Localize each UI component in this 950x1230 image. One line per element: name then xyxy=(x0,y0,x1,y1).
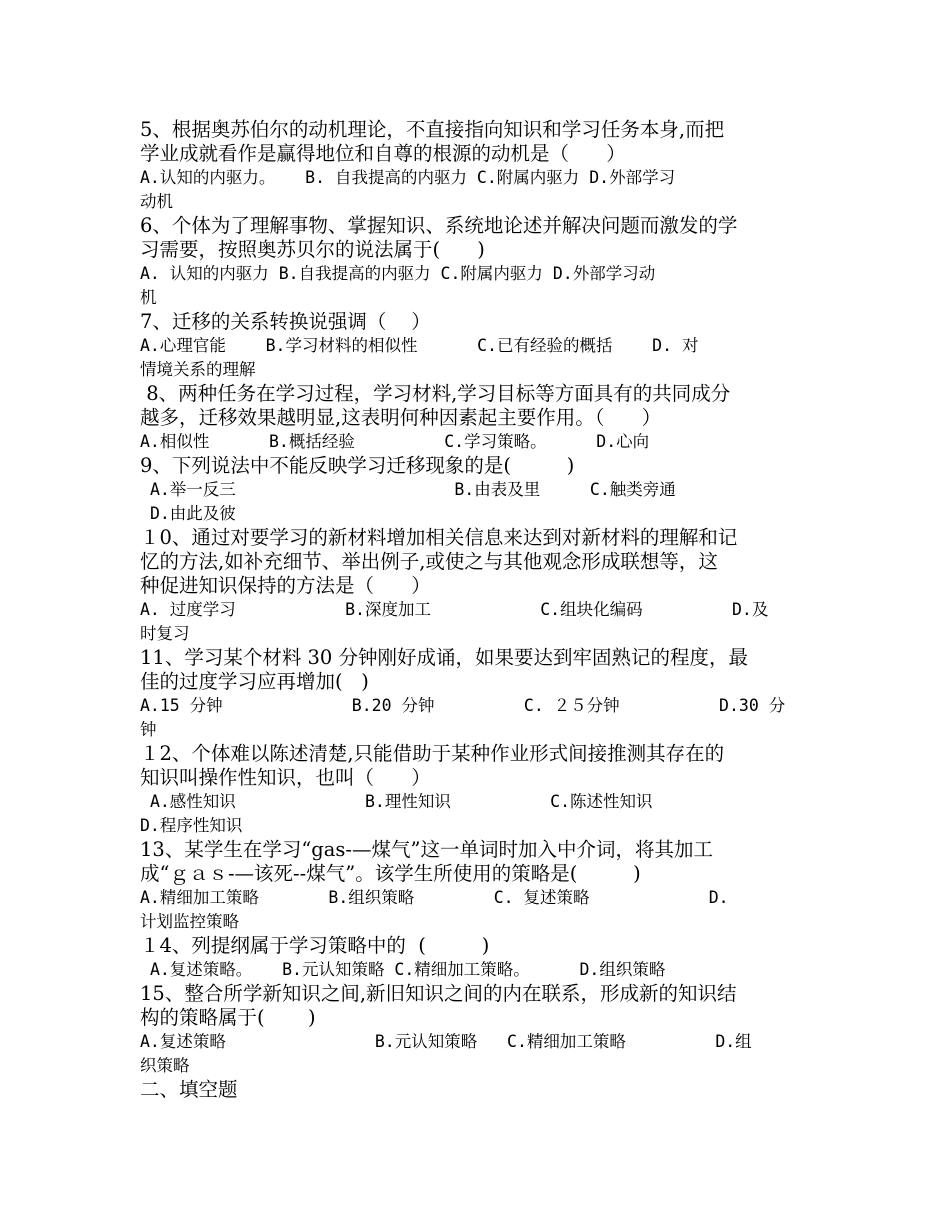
question-12-options-line-1: A.感性知识 B.理性知识 C.陈述性知识 xyxy=(140,792,653,811)
question-7-options-line-1: A.心理官能 B.学习材料的相似性 C.已有经验的概括 D. 对 xyxy=(140,336,699,355)
question-6-options-line-2: 机 xyxy=(140,288,157,307)
question-10-options-line-2: 时复习 xyxy=(140,624,190,643)
question-14-line-1: １4、列提纲属于学习策略中的 ( ) xyxy=(140,934,490,957)
question-12-line-2: 知识叫操作性知识，也叫（ ） xyxy=(140,766,431,789)
question-10-line-2: 忆的方法,如补充细节、举出例子,或使之与其他观念形成联想等，这 xyxy=(140,550,718,573)
question-7-options-line-2: 情境关系的理解 xyxy=(140,360,256,379)
question-6-options-line-1: A. 认知的内驱力 B.自我提高的内驱力 C.附属内驱力 D.外部学习动 xyxy=(140,264,656,283)
question-5-options-line-1: A.认知的内驱力。 B. 自我提高的内驱力 C.附属内驱力 D.外部学习 xyxy=(140,168,676,187)
question-8-line-1: 8、两种任务在学习过程，学习材料,学习目标等方面具有的共同成分 xyxy=(140,382,731,405)
question-12-options-line-2: D.程序性知识 xyxy=(140,816,243,835)
question-15-options-line-2: 织策略 xyxy=(140,1056,190,1075)
question-6-line-2: 习需要，按照奥苏贝尔的说法属于( ) xyxy=(140,238,485,261)
question-8-options-line-1: A.相似性 B.概括经验 C.学习策略。 D.心向 xyxy=(140,432,650,451)
question-10-line-1: １0、通过对要学习的新材料增加相关信息来达到对新材料的理解和记 xyxy=(140,526,738,549)
question-13-options-line-2: 计划监控策略 xyxy=(140,912,239,931)
question-14-options-line-1: A.复述策略。 B.元认知策略 C.精细加工策略。 D.组织策略 xyxy=(140,960,666,979)
question-6-line-1: 6、个体为了理解事物、掌握知识、系统地论述并解决问题而激发的学 xyxy=(140,214,738,237)
question-10-line-3: 种促进知识保持的方法是（ ） xyxy=(140,574,431,597)
question-9-options-line-1: A.举一反三 B.由表及里 C.触类旁通 xyxy=(140,480,676,499)
question-15-options-line-1: A.复述策略 B.元认知策略 C.精细加工策略 D.组 xyxy=(140,1032,752,1051)
question-11-options-line-1: A.15 分钟 B.20 分钟 C. ２５分钟 D.30 分 xyxy=(140,696,786,715)
question-11-options-line-2: 钟 xyxy=(140,720,157,739)
question-9-line-1: 9、下列说法中不能反映学习迁移现象的是( ) xyxy=(140,454,575,477)
question-9-options-line-2: D.由此及彼 xyxy=(140,504,236,523)
question-13-line-2: 成“ｇａｓ-—该死--煤气”。该学生所使用的策略是( ) xyxy=(140,862,641,885)
question-12-line-1: １2、个体难以陈述清楚,只能借助于某种作业形式间接推测其存在的 xyxy=(140,742,725,765)
question-5-line-2: 学业成就看作是赢得地位和自尊的根源的动机是（ ） xyxy=(140,142,626,165)
question-10-options-line-1: A. 过度学习 B.深度加工 C.组块化编码 D.及 xyxy=(140,600,769,619)
question-11-line-1: 11、学习某个材料 30 分钟刚好成诵，如果要达到牢固熟记的程度，最 xyxy=(140,646,749,669)
question-15-line-2: 构的策略属于( ) xyxy=(140,1006,316,1029)
question-8-line-2: 越多，迁移效果越明显,这表明何种因素起主要作用。（ ） xyxy=(140,406,662,429)
exam-page xyxy=(140,118,820,1102)
question-13-options-line-1: A.精细加工策略 B.组织策略 C. 复述策略 D. xyxy=(140,888,729,907)
question-5-line-1: 5、根据奥苏伯尔的动机理论，不直接指向知识和学习任务本身,而把 xyxy=(140,118,725,141)
question-15-line-1: 15、整合所学新知识之间,新旧知识之间的内在联系，形成新的知识结 xyxy=(140,982,737,1005)
section-heading-fill-in-blank: 二、填空题 xyxy=(140,1078,238,1101)
question-5-options-line-2: 动机 xyxy=(140,192,173,211)
question-7-line-1: 7、迁移的关系转换说强调（ ） xyxy=(140,310,431,333)
question-11-line-2: 佳的过度学习应再增加( ) xyxy=(140,670,369,693)
question-13-line-1: 13、某学生在学习“gas-—煤气”这一单词时加入中介词，将其加工 xyxy=(140,838,713,861)
